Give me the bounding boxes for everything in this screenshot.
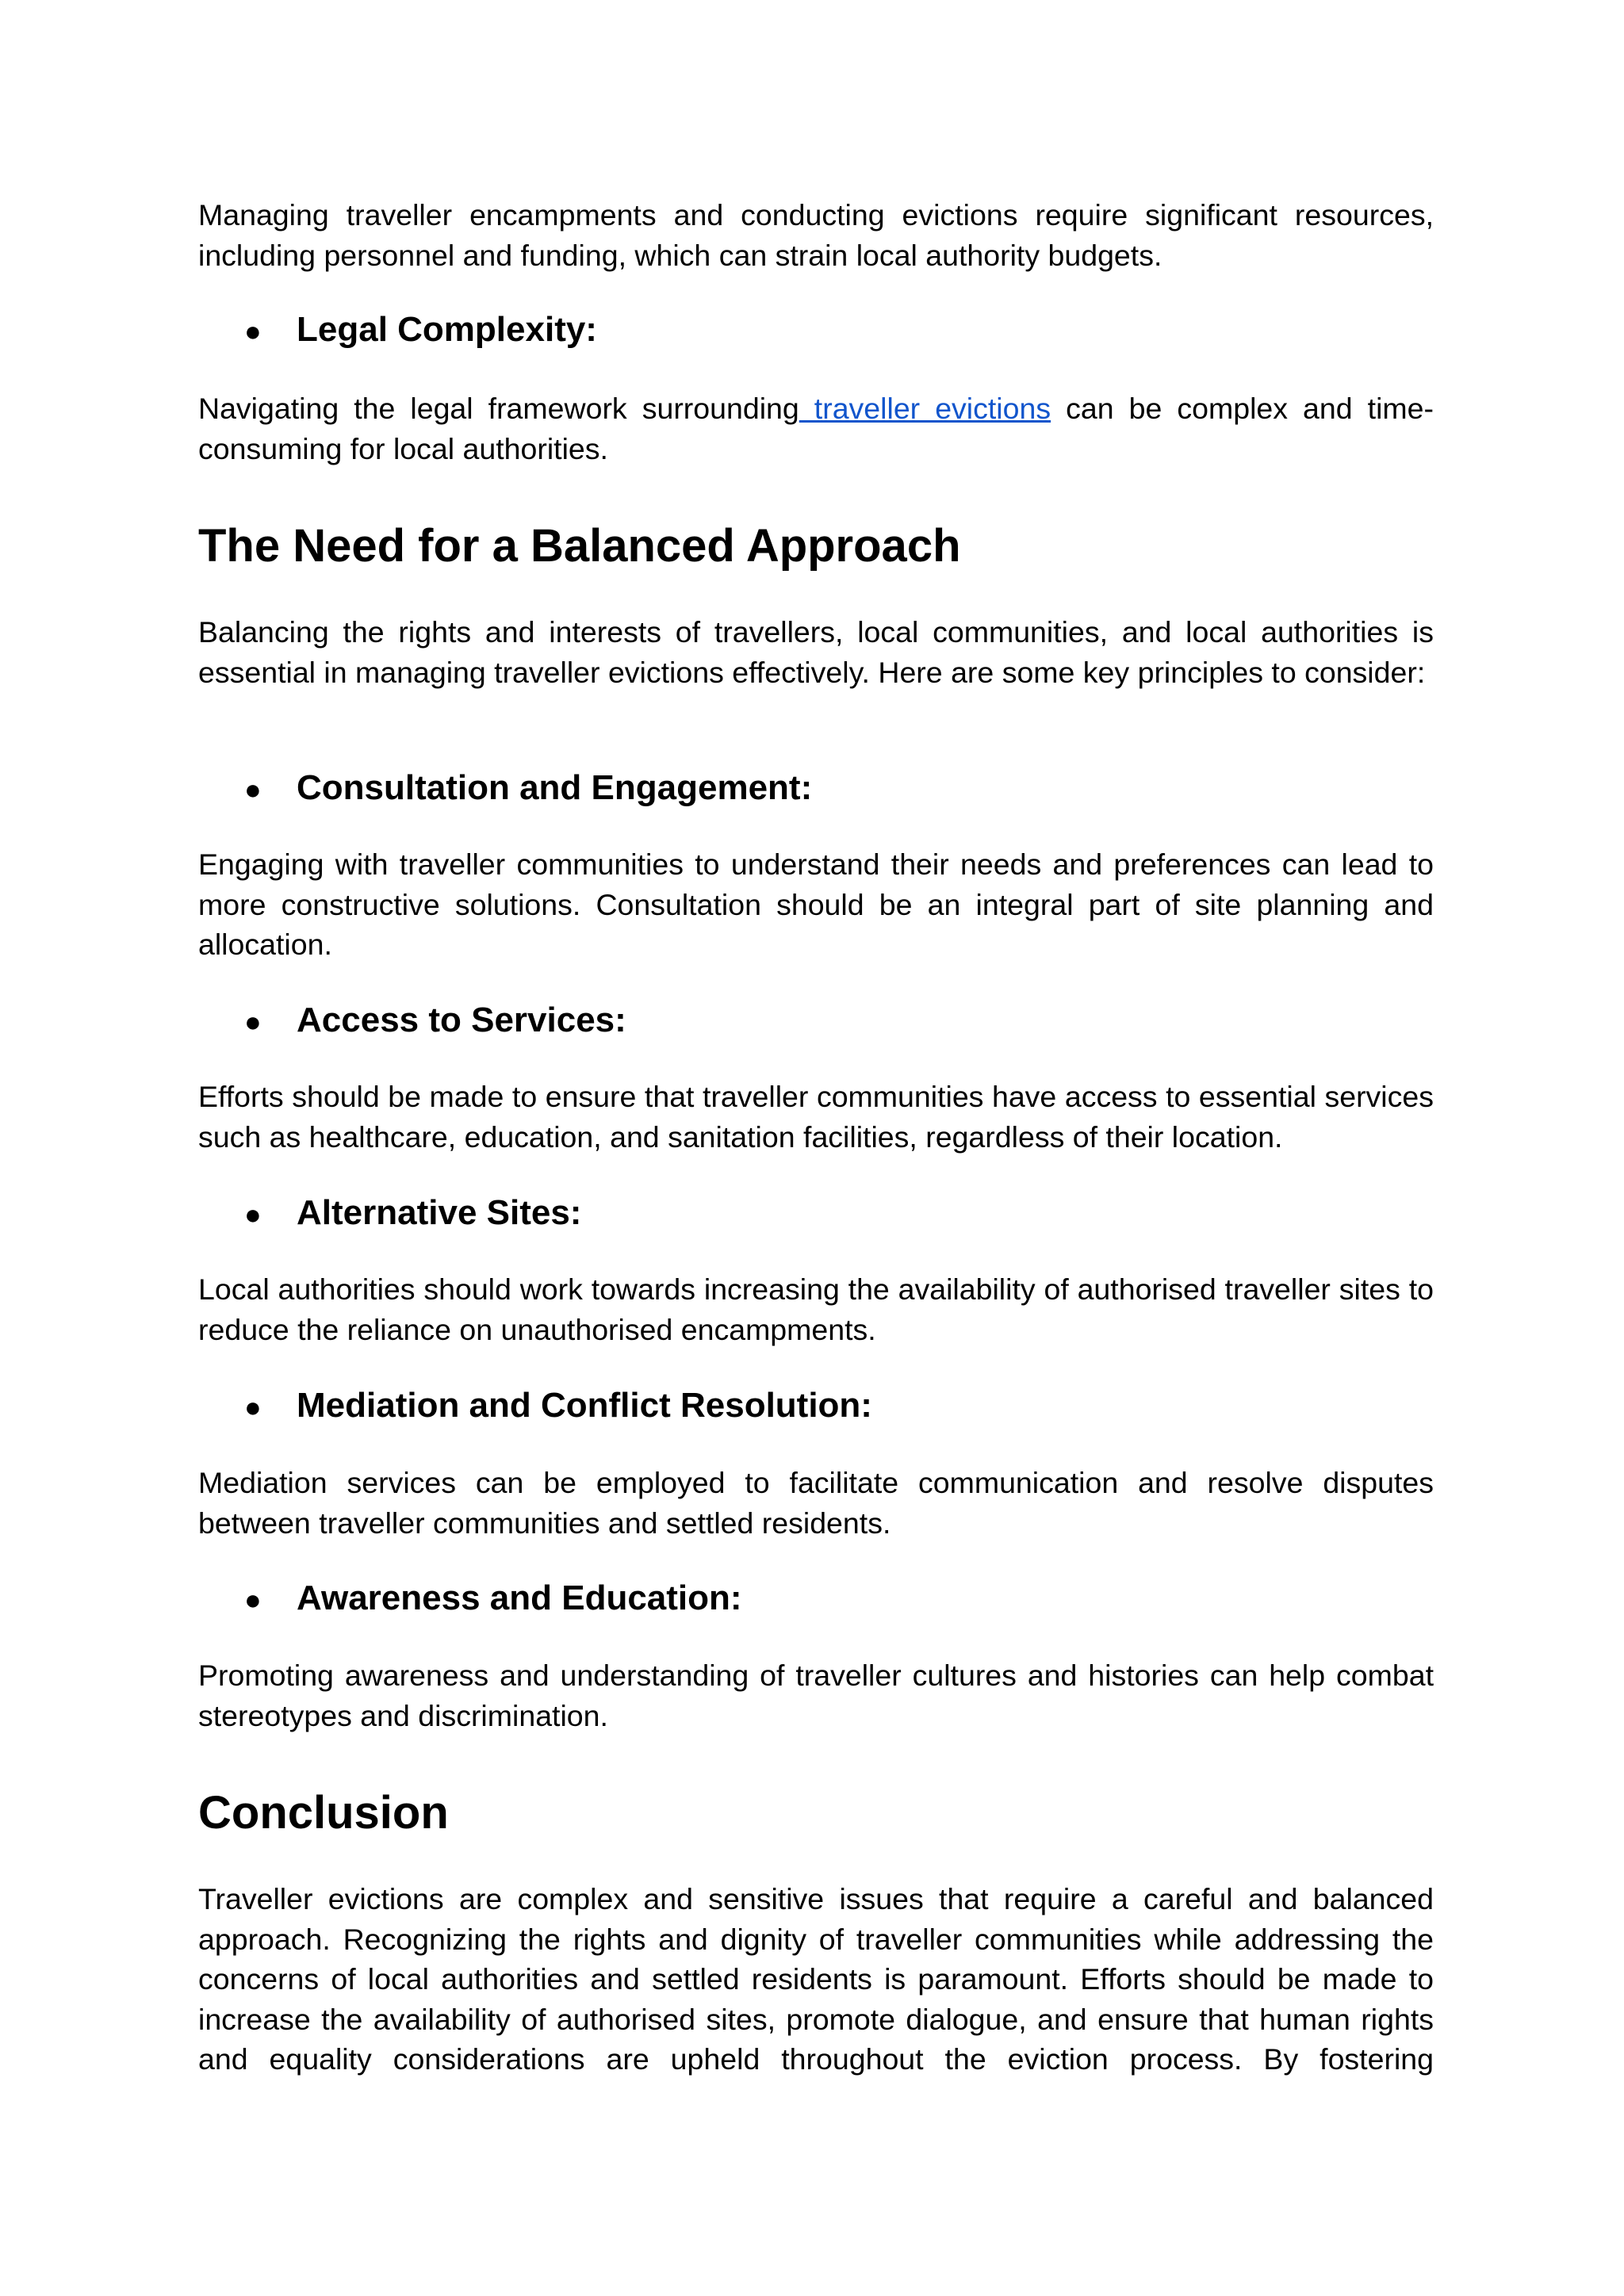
legal-complexity-paragraph bbox=[198, 388, 1434, 469]
principle-paragraph: Local authorities should work towards increasing the availability of authorised traveller sites to reduce the reliance on unauthorised encampments. bbox=[198, 1272, 1434, 1346]
principle-paragraph: Efforts should be made to ensure that traveller communities have access to essential services such as healthcare, education, and sanitation facilities, regardless of their location. bbox=[198, 1080, 1434, 1154]
legal-complexity-heading bbox=[198, 308, 1434, 354]
principle-heading bbox=[198, 998, 1434, 1044]
principle-heading bbox=[198, 1191, 1434, 1237]
principle-paragraph: Promoting awareness and understanding of traveller cultures and histories can help combat stereotypes and discrimination. bbox=[198, 1659, 1434, 1732]
principle-heading-text: Access to Services: bbox=[297, 1001, 626, 1039]
balanced-approach-heading: The Need for a Balanced Approach bbox=[198, 520, 961, 572]
conclusion-heading: Conclusion bbox=[198, 1787, 449, 1839]
traveller-evictions-link[interactable]: traveller evictions bbox=[799, 392, 1051, 425]
bullet-dot: ● bbox=[244, 1583, 262, 1616]
principle-heading bbox=[198, 766, 1434, 812]
bullet-dot: ● bbox=[244, 315, 262, 347]
principle-heading-text: Awareness and Education: bbox=[297, 1578, 742, 1617]
intro-paragraph: Managing traveller encampments and conducting evictions require significant resources, including personnel and funding, which can strain local authority budgets. bbox=[198, 198, 1434, 272]
bullet-dot: ● bbox=[244, 1198, 262, 1230]
principle-paragraph: Engaging with traveller communities to understand their needs and preferences can lead to more constructive solutions. Consultation should be an integral part of site planning and allocation. bbox=[198, 848, 1434, 961]
bullet-dot: ● bbox=[244, 1005, 262, 1038]
principle-heading-text: Mediation and Conflict Resolution: bbox=[297, 1386, 872, 1425]
principle-paragraph: Mediation services can be employed to facilitate communication and resolve disputes between traveller communities and settled residents. bbox=[198, 1466, 1434, 1540]
conclusion-paragraph: Traveller evictions are complex and sensitive issues that require a careful and balanced approach. Recognizing the rights and dignity of traveller communities while addressing the concerns of local authorities and settled residents is paramount. Efforts should be made to increase the availability of authorised sites, promote dialogue, and ensure that human rights and equality considerations are upheld throughout the eviction process. By fostering bbox=[198, 1882, 1434, 2076]
legal-complexity-heading-text: Legal Complexity: bbox=[297, 310, 597, 349]
legal-complexity-text-after: can be complex and time-consuming for local authorities. bbox=[198, 392, 1434, 465]
principle-heading-text: Alternative Sites: bbox=[297, 1193, 582, 1232]
principle-heading bbox=[198, 1383, 1434, 1429]
balanced-approach-intro: Balancing the rights and interests of travellers, local communities, and local authorities is essential in managing traveller evictions effectively. Here are some key principles to consider: bbox=[198, 615, 1434, 689]
bullet-dot: ● bbox=[244, 1391, 262, 1423]
principle-heading bbox=[198, 1576, 1434, 1622]
legal-complexity-text-before: Navigating the legal framework surrounding bbox=[198, 392, 799, 425]
bullet-dot: ● bbox=[244, 773, 262, 806]
principle-heading-text: Consultation and Engagement: bbox=[297, 768, 813, 807]
